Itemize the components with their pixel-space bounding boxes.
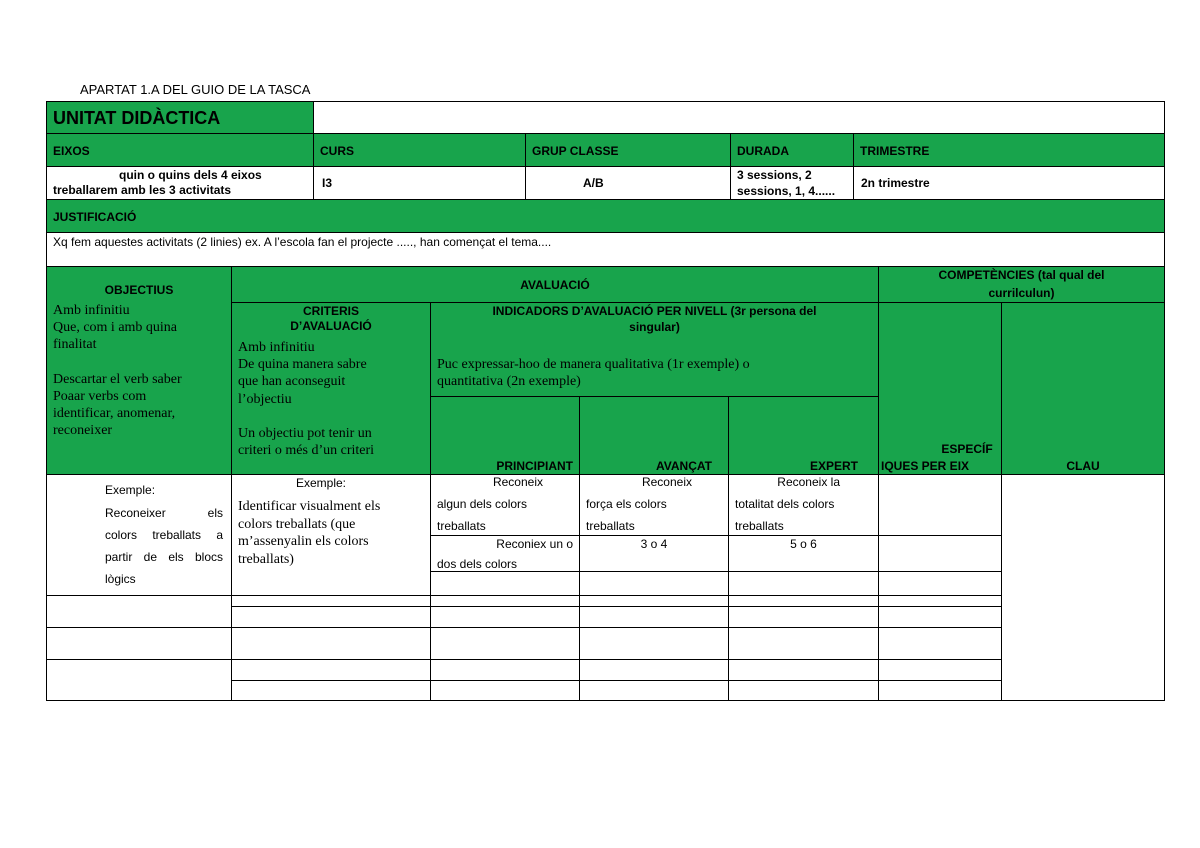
especifiques-cell-7[interactable] xyxy=(878,659,1002,681)
objectius-cell xyxy=(46,266,232,475)
header-grup-classe: GRUP CLASSE xyxy=(525,133,731,167)
level-expert-header: EXPERT xyxy=(728,396,879,475)
expert-cell-2[interactable]: 5 o 6 xyxy=(728,535,879,572)
especifiques-cell-8[interactable] xyxy=(878,680,1002,701)
unitat-value-field[interactable] xyxy=(313,101,1165,134)
avaluacio-header: AVALUACIÓ xyxy=(231,266,879,303)
avancat-cell-2[interactable]: 3 o 4 xyxy=(579,535,729,572)
avancat-empty-4[interactable] xyxy=(579,627,729,660)
principiant-empty-3[interactable] xyxy=(430,606,580,628)
objectiu-example-cell[interactable]: Exemple: Reconeixer els colors treballats a partir de els blocs lògics xyxy=(46,474,232,596)
avancat-empty-1[interactable] xyxy=(579,571,729,596)
principiant-empty-6[interactable] xyxy=(430,680,580,701)
especifiques-cell-1[interactable] xyxy=(878,474,1002,536)
criteris-avaluacio-cell: CRITERIS D’AVALUACIÓ Amb infinitiu De quina manera sabre que han aconseguit l’objectiu Un objectiu pot tenir un criteri o més d’un criteri xyxy=(231,302,431,475)
level-avancat-header: AVANÇAT xyxy=(579,396,729,475)
objectiu-empty-row-1[interactable] xyxy=(46,595,232,628)
objectius-title: OBJECTIUS xyxy=(104,283,174,297)
header-durada: DURADA xyxy=(730,133,854,167)
header-trimestre: TRIMESTRE xyxy=(853,133,1165,167)
criteri-example-text: Identificar visualment els colors treballats (que m’assenyalin els colors treballats) xyxy=(238,499,381,567)
header-curs: CURS xyxy=(313,133,526,167)
especifiques-cell-2[interactable] xyxy=(878,535,1002,572)
expert-empty-6[interactable] xyxy=(728,680,879,701)
expert-cell-1[interactable]: Reconeix la totalitat dels colors treballats xyxy=(728,474,879,536)
objectiu-empty-row-3[interactable] xyxy=(46,659,232,701)
competencies-header: COMPETÈNCIES (tal qual del currilculun) xyxy=(878,266,1165,303)
criteri-empty-row-1b[interactable] xyxy=(231,606,431,628)
expert-empty-5[interactable] xyxy=(728,659,879,681)
especifiques-cell-5[interactable] xyxy=(878,606,1002,628)
expert-empty-3[interactable] xyxy=(728,606,879,628)
especifiques-cell-6[interactable] xyxy=(878,627,1002,660)
expert-empty-4[interactable] xyxy=(728,627,879,660)
level-principiant-header: PRINCIPIANT xyxy=(430,396,580,475)
trimestre-value[interactable]: 2n trimestre xyxy=(853,166,1165,200)
avancat-empty-3[interactable] xyxy=(579,606,729,628)
didactic-unit-table xyxy=(46,101,1165,701)
principiant-cell-2[interactable]: Reconiex un o dos dels colors xyxy=(430,535,580,572)
especifiques-cell-3[interactable] xyxy=(878,571,1002,596)
principiant-cell-1[interactable]: Reconeix algun dels colors treballats xyxy=(430,474,580,536)
header-eixos: EIXOS xyxy=(46,133,314,167)
expert-empty-1[interactable] xyxy=(728,571,879,596)
justificacio-header: JUSTIFICACIÓ xyxy=(46,199,1165,233)
indicadors-header: INDICADORS D’AVALUACIÓ PER NIVELL (3r persona del singular) Puc expressar-hoo de manera qualitativa (1r exemple) o quantitativa (2n exemple) xyxy=(430,302,879,397)
criteri-empty-row-3a[interactable] xyxy=(231,659,431,681)
durada-value[interactable]: 3 sessions, 2 sessions, 1, 4...... xyxy=(730,166,854,200)
objectiu-empty-row-2[interactable] xyxy=(46,627,232,660)
unitat-label: UNITAT DIDÀCTICA xyxy=(53,108,221,128)
criteri-empty-row-2[interactable] xyxy=(231,627,431,660)
criteri-example-cell[interactable]: Exemple: Identificar visualment els colors treballats (que m’assenyalin els colors treballats) xyxy=(231,474,431,596)
principiant-empty-4[interactable] xyxy=(430,627,580,660)
avancat-empty-5[interactable] xyxy=(579,659,729,681)
unitat-label-cell xyxy=(46,101,314,134)
criteris-notes: Amb infinitiu De quina manera sabre que han aconseguit l’objectiu Un objectiu pot tenir un criteri o més d’un criteri xyxy=(238,340,375,459)
page-heading: APARTAT 1.A DEL GUIO DE LA TASCA xyxy=(80,82,311,97)
grup-classe-value[interactable]: A/B xyxy=(525,166,731,200)
avancat-cell-1[interactable]: Reconeix força els colors treballats xyxy=(579,474,729,536)
especifiques-per-eix-header: ESPECÍF IQUES PER EIX xyxy=(878,302,1002,475)
clau-header: CLAU xyxy=(1001,302,1165,475)
criteri-empty-row-3b[interactable] xyxy=(231,680,431,701)
clau-cell[interactable] xyxy=(1001,474,1165,701)
eixos-value[interactable]: quin o quins dels 4 eixos treballarem amb les 3 activitats xyxy=(46,166,314,200)
justificacio-text-field[interactable]: Xq fem aquestes activitats (2 linies) ex. A l’escola fan el projecte ....., han començat el tema.... xyxy=(46,232,1165,267)
objectius-notes: Amb infinitiu Que, com i amb quina finalitat Descartar el verb saber Poaar verbs com identificar, anomenar, reconeixer xyxy=(53,303,182,439)
avancat-empty-6[interactable] xyxy=(579,680,729,701)
curs-value[interactable]: I3 xyxy=(313,166,526,200)
principiant-empty-5[interactable] xyxy=(430,659,580,681)
principiant-empty-1[interactable] xyxy=(430,571,580,596)
